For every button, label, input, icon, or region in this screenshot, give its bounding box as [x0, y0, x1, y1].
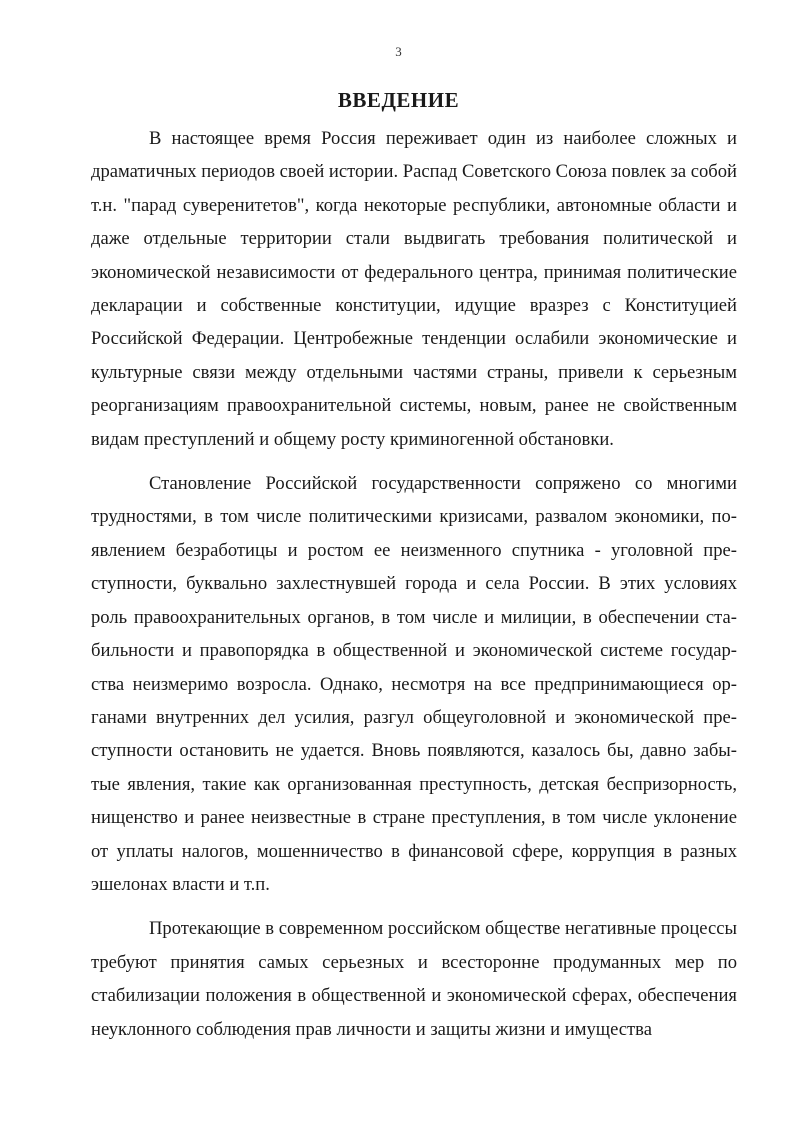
section-heading: ВВЕДЕНИЕ: [337, 88, 460, 112]
paragraph-2: Становление Российской государственности сопряжено со многими трудностями, в том числе политическими кризисами, развалом экономики, появлением безработицы и ростом ее неизменного спутника - уголовной преступности, буквально захлестнувшей города и села России. В этих условиях роль правоохранительных органов, в том числе и милиции, в обеспечении стабильности и правопорядка в общественной и экономической системе государства неизмеримо возросла. Однако, несмотря на все предпринимающиеся органами внутренних дел усилия, разгул общеуголовной и экономической преступности остановить не удается. Вновь появляются, казалось бы, давно забытые явления, такие как организованная преступность, детская беспризорность, нищенство и ранее неизвестные в стране преступления, в том числе уклонение от уплаты налогов, мошенничество в финансовой сфере, коррупция в разных эшелонах власти и т.п.: [91, 473, 737, 895]
paragraph-3: Протекающие в современном российском обществе негативные процессы требуют принятия самых серьезных и всесторонне продуманных мер по стабилизации положения в общественной и экономической сферах, обеспечения неуклонного соблюдения прав личности и защиты жизни и имущества: [91, 918, 737, 1040]
page-number: 3: [395, 44, 402, 59]
paragraph-1: В настоящее время Россия переживает один из наиболее сложных и драматичных периодов своей истории. Распад Советского Союза повлек за собой т.н. "парад суверенитетов", когда некоторые республики, автономные области и даже отдельные территории стали выдвигать требования политической и экономической независимости от федерального центра, принимая политические декларации и собственные конституции, идущие вразрез с Конституцией Российской Федерации. Центробежные тенденции ослабили экономические и культурные связи между отдельными частями страны, привели к серьезным реорганизациям правоохранительной системы, новым, ранее не свойственным видам преступлений и общему росту криминогенной обстановки.: [91, 128, 738, 450]
body-text: [91, 122, 737, 1046]
